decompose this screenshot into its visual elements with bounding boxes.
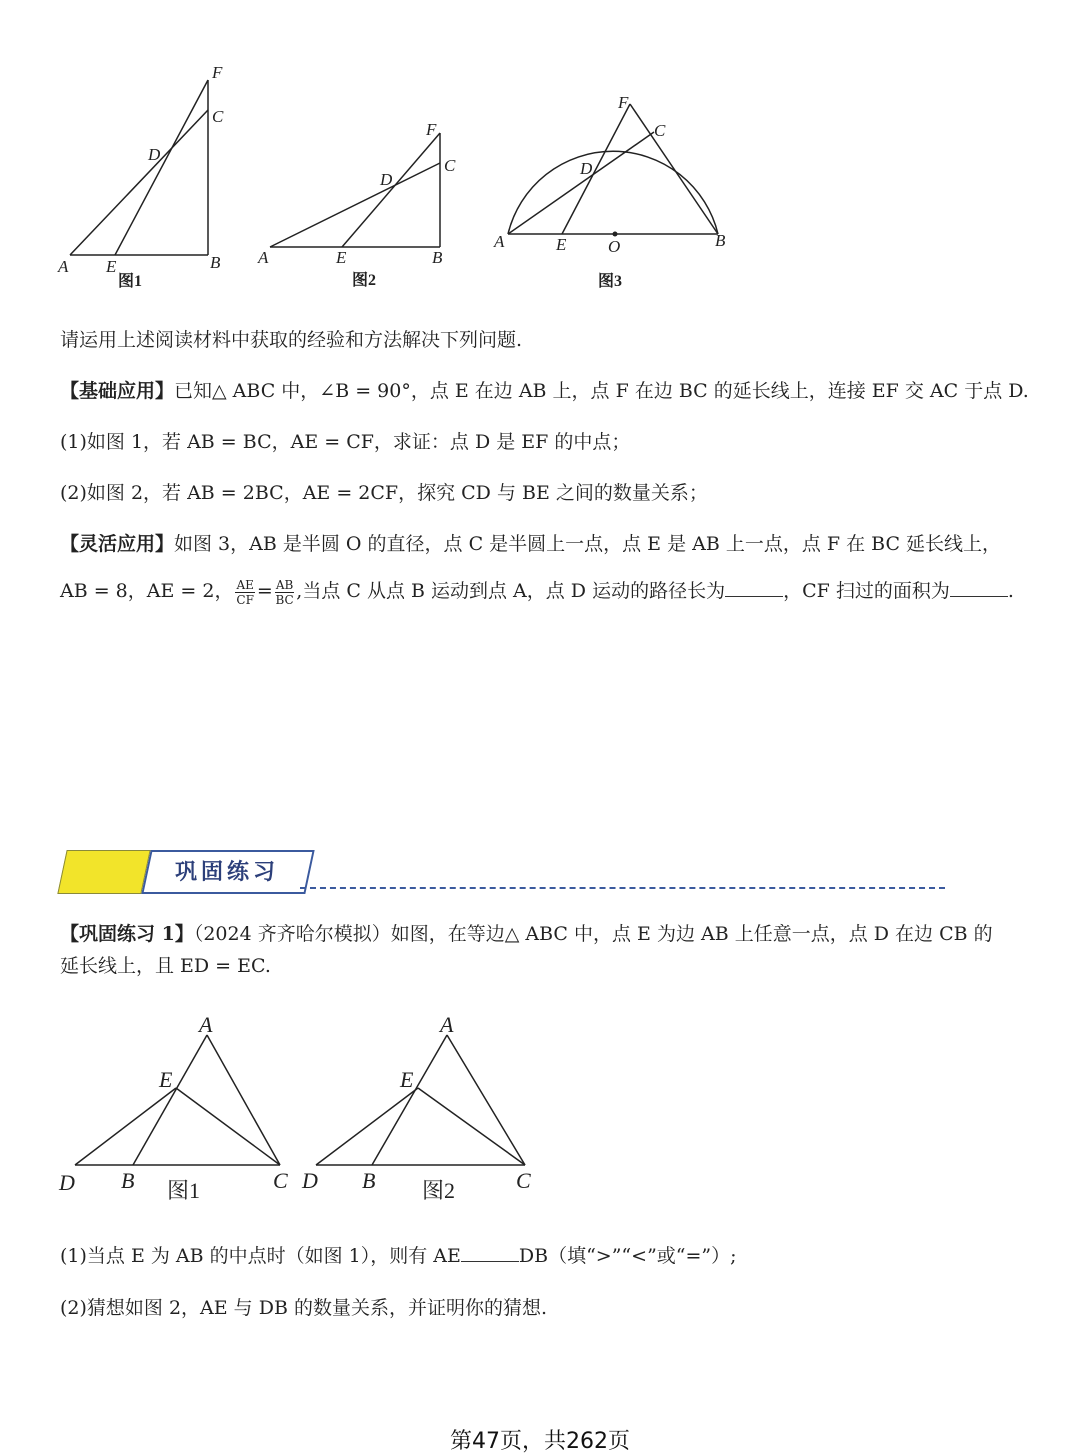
flex-line1: 如图 3，AB 是半圆 O 的直径，点 C 是半圆上一点，点 E 是 AB 上一点，点 F 在 BC 延长线上，	[174, 533, 1002, 555]
label-E: E	[106, 257, 117, 276]
practice-figure-1	[55, 1010, 305, 1210]
equals-sign: =	[256, 580, 273, 602]
flex-line2-start: AB = 8，AE = 2，	[60, 580, 234, 602]
label-C: C	[444, 156, 456, 175]
label-A: A	[494, 232, 505, 251]
label-D: D	[148, 145, 161, 164]
caption-practice-fig1: 图1	[167, 1178, 201, 1203]
label-D: D	[302, 1168, 318, 1193]
caption-fig1: 图1	[118, 273, 143, 290]
figure-1	[50, 60, 250, 295]
section-divider	[300, 887, 945, 889]
label-F: F	[426, 120, 437, 139]
frac-denominator: BC	[275, 592, 294, 607]
section-banner-accent	[57, 850, 150, 894]
page-footer: 第47页，共262页	[450, 1429, 630, 1454]
practice-text-1: （2024 齐齐哈尔模拟）如图，在等边△ ABC 中，点 E 为边 AB 上任意一点，点 D 在边 CB 的	[193, 923, 993, 945]
label-A: A	[440, 1012, 454, 1037]
question-1: (1)如图 1，若 AB = BC，AE = CF，求证：点 D 是 EF 的中点；	[60, 431, 631, 453]
basic-tag: 【基础应用】	[60, 380, 175, 402]
section-title: 巩固练习	[175, 860, 280, 885]
figure-2	[250, 115, 470, 295]
label-A: A	[58, 257, 69, 276]
label-B: B	[210, 253, 221, 272]
figure-3	[488, 92, 738, 295]
flex-line2-end: .	[1007, 580, 1014, 602]
label-C: C	[212, 107, 224, 126]
basic-application	[60, 377, 1029, 405]
practice-line2: 延长线上，且 ED = EC.	[60, 955, 271, 977]
label-B: B	[432, 248, 443, 267]
flex-application	[60, 530, 1001, 558]
practice-figure-2	[300, 1010, 550, 1210]
practice-tag: 【巩固练习 1】	[60, 923, 194, 945]
label-B: B	[121, 1168, 135, 1193]
label-E: E	[336, 248, 347, 267]
frac-denominator: CF	[236, 592, 254, 607]
frac-numerator: AB	[275, 577, 294, 592]
label-D: D	[380, 170, 393, 189]
practice-line1	[60, 920, 993, 948]
label-C: C	[273, 1168, 288, 1193]
practice-question-2: (2)猜想如图 2，AE 与 DB 的数量关系，并证明你的猜想.	[60, 1297, 547, 1319]
label-A: A	[258, 248, 269, 267]
caption-fig3: 图3	[598, 273, 623, 290]
label-O: O	[608, 237, 621, 256]
practice-q1-end: DB（填“>”“<”或“=”）;	[518, 1245, 737, 1267]
label-D: D	[59, 1170, 75, 1195]
practice-question-1	[60, 1242, 737, 1270]
label-B: B	[362, 1168, 376, 1193]
question-2: (2)如图 2，若 AB = 2BC，AE = 2CF，探究 CD 与 BE 之间的数量关系；	[60, 482, 708, 504]
answer-blank-area[interactable]	[950, 578, 1008, 597]
caption-practice-fig2: 图2	[422, 1178, 456, 1203]
label-E: E	[159, 1067, 173, 1092]
answer-blank-path[interactable]	[725, 578, 783, 597]
frac-numerator: AE	[236, 577, 254, 592]
label-E: E	[400, 1067, 414, 1092]
basic-text: 已知△ ABC 中，∠B = 90°，点 E 在边 AB 上，点 F 在边 BC 的延长线上，连接 EF 交 AC 于点 D.	[174, 380, 1029, 402]
label-F: F	[618, 93, 629, 112]
flex-line2	[60, 573, 1014, 609]
label-D: D	[580, 159, 593, 178]
answer-blank-compare[interactable]	[461, 1243, 519, 1262]
label-B: B	[715, 231, 726, 250]
flex-tag: 【灵活应用】	[60, 533, 175, 555]
practice-q1-start: (1)当点 E 为 AB 的中点时（如图 1），则有 AE	[60, 1245, 461, 1267]
flex-line2-mid: ,当点 C 从点 B 运动到点 A，点 D 运动的路径长为	[296, 580, 726, 602]
fraction-ab-bc	[275, 578, 294, 607]
flex-line2-mid2: ，CF 扫过的面积为	[783, 580, 950, 602]
label-C: C	[516, 1168, 531, 1193]
label-C: C	[654, 121, 666, 140]
label-A: A	[199, 1012, 213, 1037]
caption-fig2: 图2	[352, 272, 377, 289]
fraction-ae-cf	[235, 578, 254, 607]
intro-text: 请运用上述阅读材料中获取的经验和方法解决下列问题.	[60, 329, 523, 351]
label-F: F	[212, 63, 223, 82]
label-E: E	[556, 235, 567, 254]
